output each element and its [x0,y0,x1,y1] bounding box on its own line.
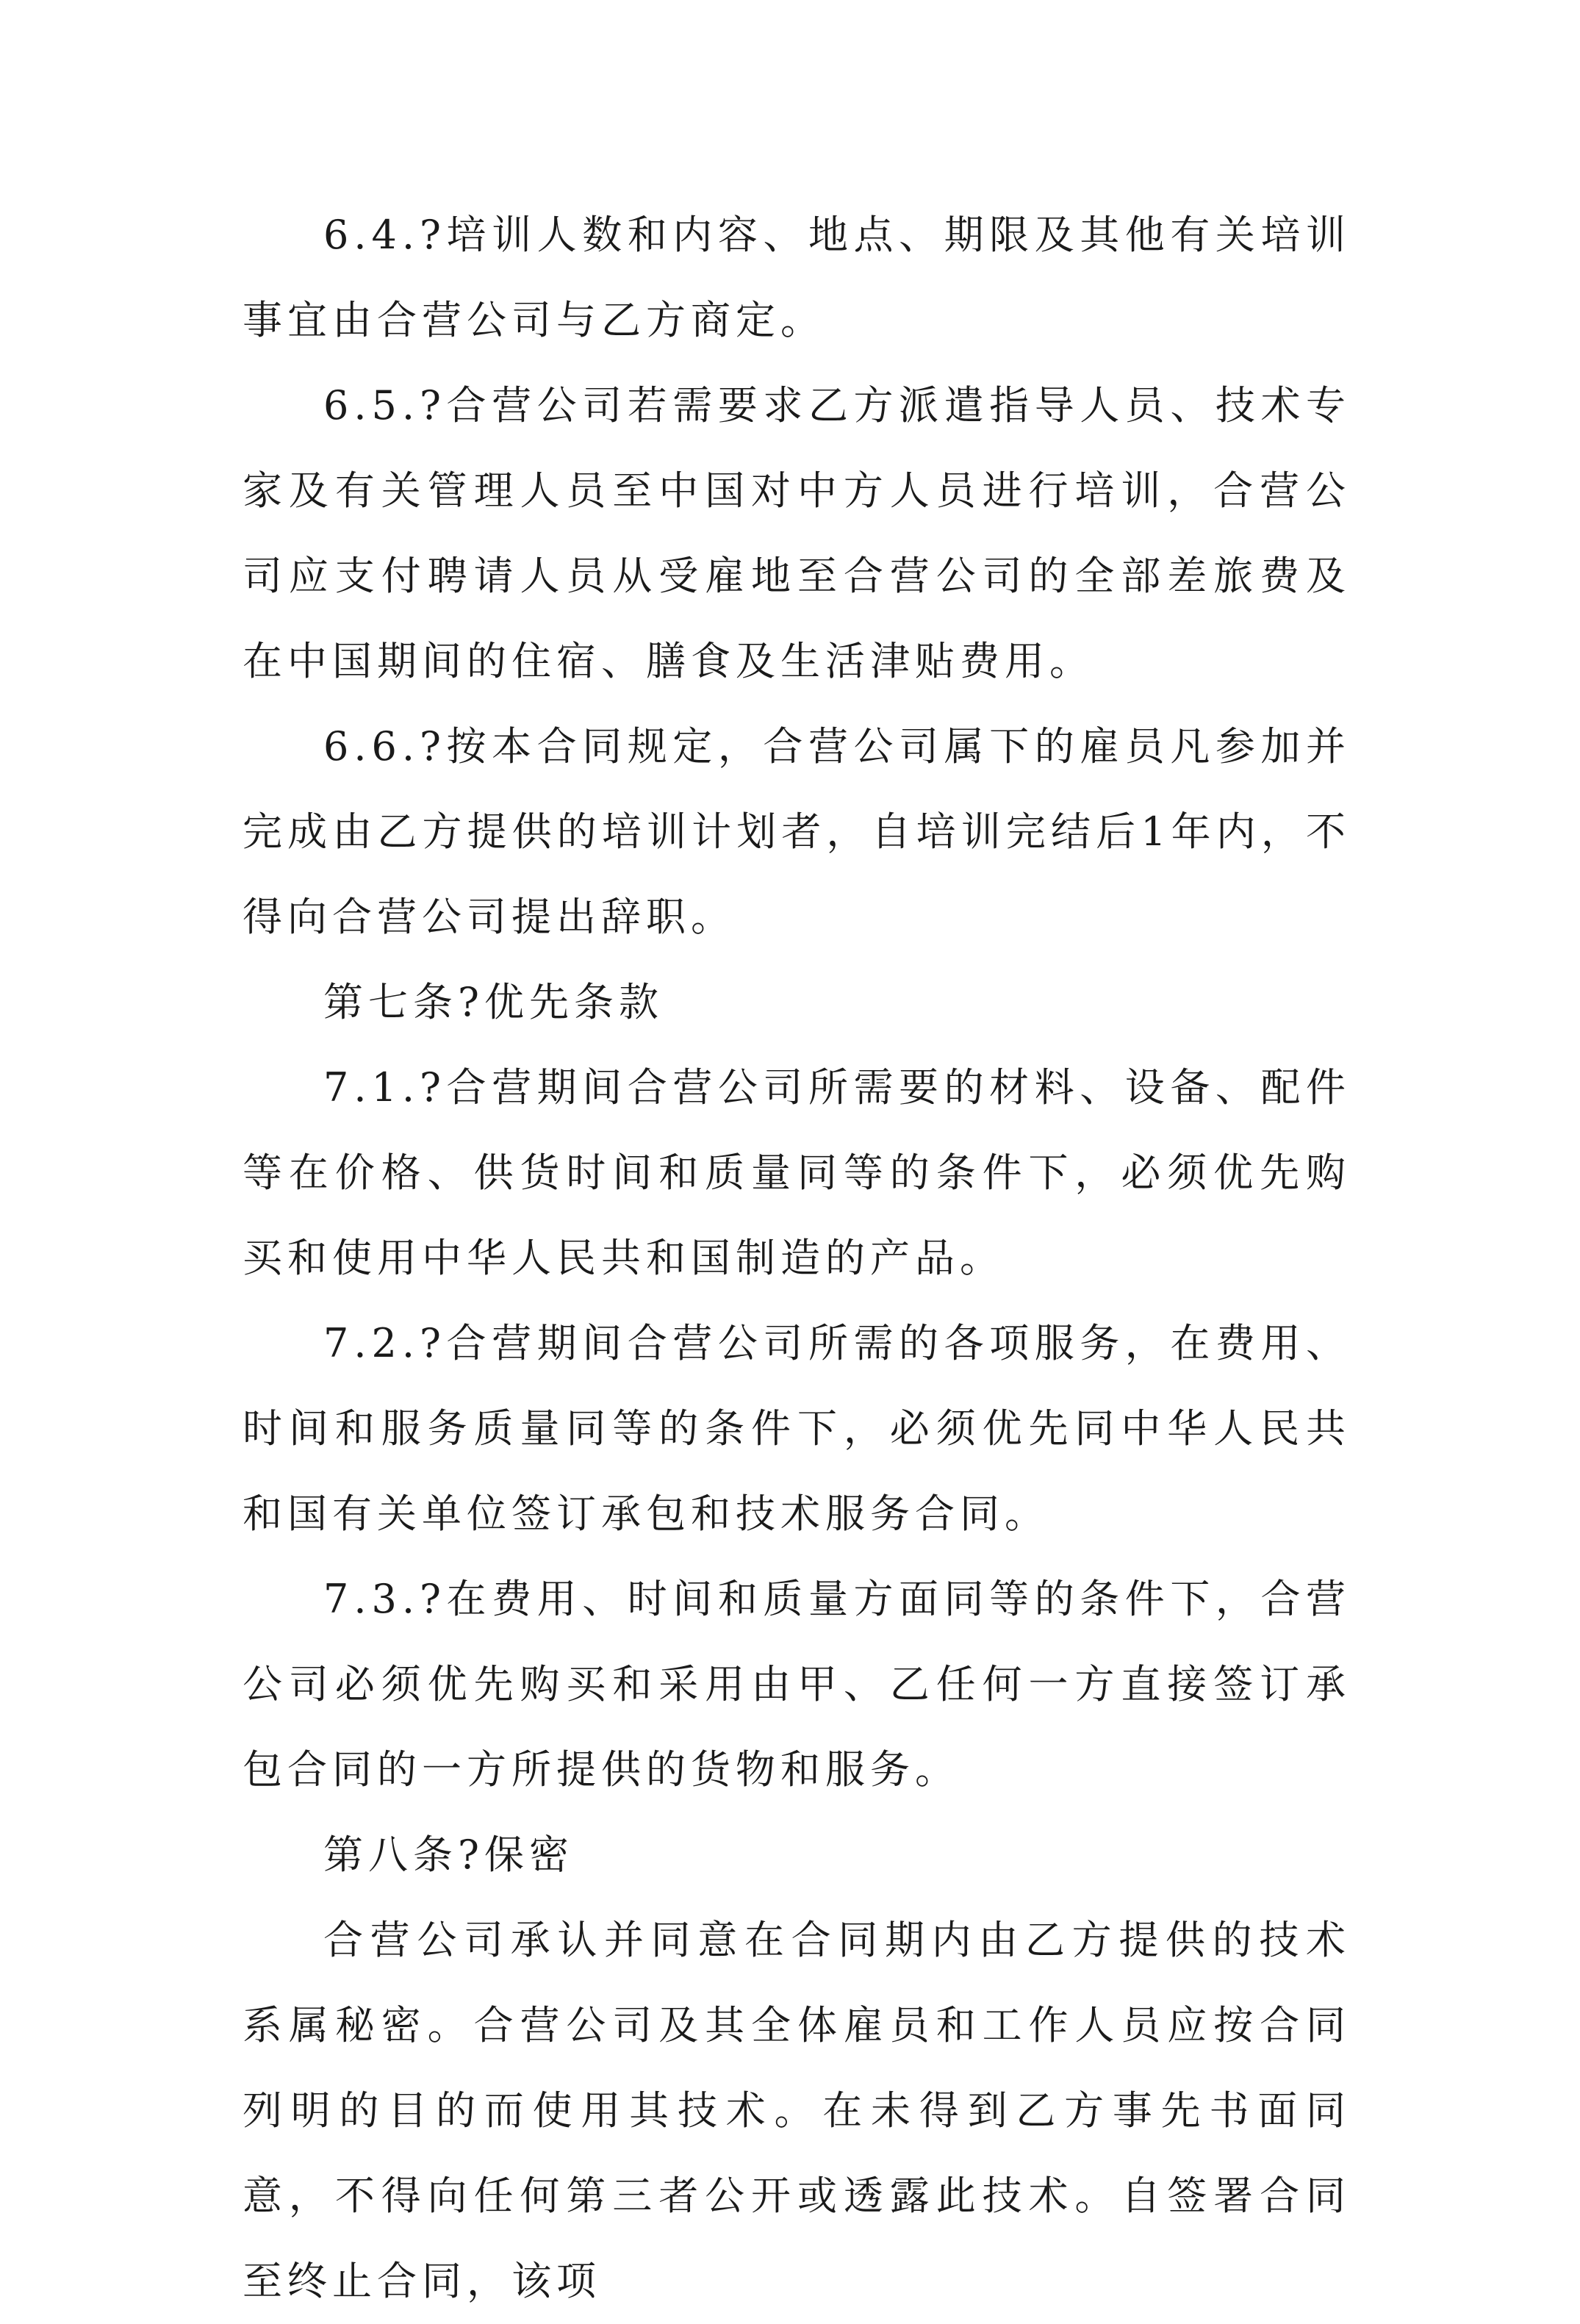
article-8-body: 合营公司承认并同意在合同期内由乙方提供的技术系属秘密。合营公司及其全体雇员和工作人员应按合同列明的目的而使用其技术。在未得到乙方事先书面同意，不得向任何第三者公开或透露此技术。自签署合同至终止合同，该项 [243,1917,1351,2304]
clause-7-3: 7.3.?在费用、时间和质量方面同等的条件下，合营公司必须优先购买和采用由甲、乙任何一方直接签订承包合同的一方所提供的货物和服务。 [243,1576,1351,1793]
article-7-heading: 第七条?优先条款 [323,979,664,1025]
document-body [243,193,1351,2324]
article-8-heading: 第八条?保密 [323,1832,574,1878]
clause-6-4: 6.4.?培训人数和内容、地点、期限及其他有关培训事宜由合营公司与乙方商定。 [243,212,1351,343]
clause-7-1: 7.1.?合营期间合营公司所需要的材料、设备、配件等在价格、供货时间和质量同等的条件下，必须优先购买和使用中华人民共和国制造的产品。 [243,1064,1351,1281]
clause-7-2: 7.2.?合营期间合营公司所需的各项服务，在费用、时间和服务质量同等的条件下，必须优先同中华人民共和国有关单位签订承包和技术服务合同。 [243,1320,1351,1537]
clause-6-5: 6.5.?合营公司若需要求乙方派遣指导人员、技术专家及有关管理人员至中国对中方人员进行培训，合营公司应支付聘请人员从受雇地至合营公司的全部差旅费及在中国期间的住宿、膳食及生活津贴费用。 [243,382,1351,684]
clause-6-6: 6.6.?按本合同规定，合营公司属下的雇员凡参加并完成由乙方提供的培训计划者，自培训完结后1年内，不得向合营公司提出辞职。 [243,723,1351,940]
